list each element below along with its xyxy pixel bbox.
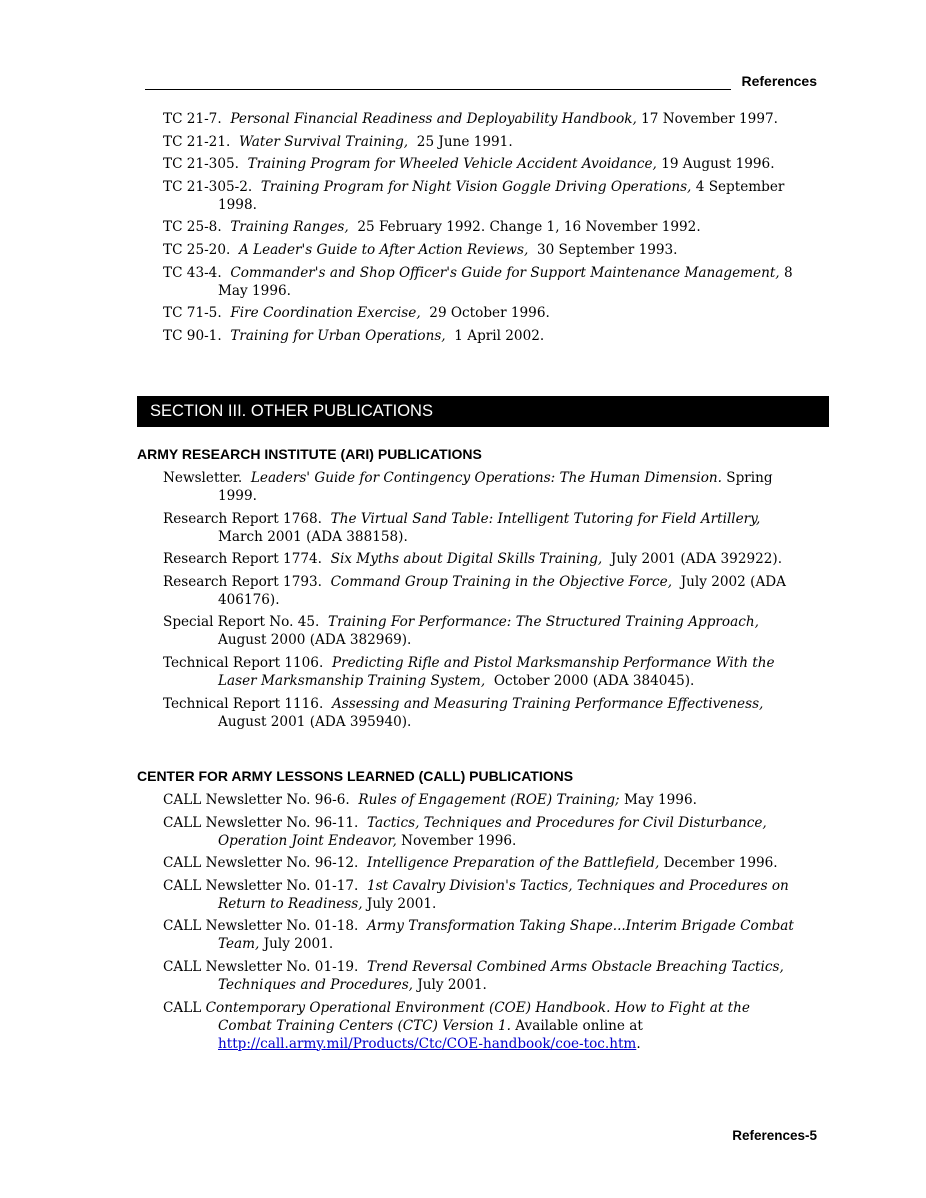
reference-date: 29 October 1996. <box>429 305 550 322</box>
reference-date: November 1996. <box>401 832 517 849</box>
reference-number: TC 71-5. <box>163 305 222 322</box>
reference-title: Training Program for Night Vision Goggle Driving Operations, <box>260 178 692 195</box>
reference-end-punctuation: . <box>636 1035 641 1052</box>
reference-date: 4 September 1998. <box>218 178 785 213</box>
reference-availability: Available online at <box>515 1017 643 1034</box>
reference-date: 8 May 1996. <box>218 264 793 299</box>
reference-number: TC 25-20. <box>163 241 231 258</box>
reference-date: August 2001 (ADA 395940). <box>218 713 412 730</box>
reference-title: Water Survival Training, <box>238 133 409 150</box>
reference-title: Contemporary Operational Environment (COE) Handbook. How to Fight at the Combat Training Centers (CTC) Version 1. <box>205 999 750 1034</box>
reference-item <box>163 958 803 994</box>
page-number: References-5 <box>732 1128 817 1143</box>
reference-item <box>163 573 803 609</box>
reference-item <box>163 550 803 568</box>
reference-title: 1st Cavalry Division's Tactics, Techniques and Procedures on Return to Readiness, <box>218 877 789 912</box>
reference-title: Predicting Rifle and Pistol Marksmanship Performance With the Laser Marksmanship Training System, <box>218 654 775 689</box>
reference-title: Training Ranges, <box>230 219 349 236</box>
header-rule <box>145 89 731 90</box>
reference-date: May 1996. <box>623 792 697 808</box>
reference-title: Rules of Engagement (ROE) Training; <box>358 792 620 808</box>
reference-number: TC 21-7. <box>163 111 222 127</box>
reference-title: Training Program for Wheeled Vehicle Accident Avoidance, <box>247 156 657 173</box>
reference-title: Training for Urban Operations, <box>230 327 446 344</box>
reference-number: Special Report No. 45. <box>163 614 320 631</box>
reference-date: December 1996. <box>663 855 778 872</box>
reference-number: TC 21-305. <box>163 156 239 173</box>
reference-item <box>163 877 803 913</box>
reference-date: 19 August 1996. <box>661 156 775 173</box>
reference-title: Army Transformation Taking Shape...Interim Brigade Combat Team, <box>218 918 794 953</box>
reference-number: CALL <box>163 999 202 1016</box>
header-title: References <box>741 73 817 89</box>
reference-date: 1 April 2002. <box>454 327 545 344</box>
reference-date: October 2000 (ADA 384045). <box>493 672 695 689</box>
reference-title: Training For Performance: The Structured Training Approach, <box>328 614 759 631</box>
page-header <box>145 73 817 93</box>
reference-number: TC 43-4. <box>163 264 222 281</box>
reference-title: Tactics, Techniques and Procedures for Civil Disturbance, Operation Joint Endeavor, <box>218 814 767 849</box>
reference-item <box>163 133 803 151</box>
reference-date: July 2001. <box>366 895 437 912</box>
reference-item <box>163 999 803 1053</box>
reference-number: TC 90-1. <box>163 327 222 344</box>
reference-title: Fire Coordination Exercise, <box>230 305 421 322</box>
reference-number: TC 25-8. <box>163 219 222 236</box>
reference-item <box>163 110 803 128</box>
section-banner <box>137 396 829 427</box>
reference-item <box>163 178 803 214</box>
reference-number: TC 21-305-2. <box>163 178 253 195</box>
reference-item <box>163 814 803 850</box>
reference-date: July 2001. <box>417 976 487 993</box>
ari-reference-list <box>163 469 803 735</box>
reference-item <box>163 264 803 300</box>
reference-title: Command Group Training in the Objective Force, <box>330 573 673 590</box>
reference-number: Newsletter. <box>163 470 243 486</box>
reference-item <box>163 695 803 731</box>
reference-number: Research Report 1768. <box>163 510 322 527</box>
reference-date: Spring 1999. <box>218 470 773 504</box>
reference-item <box>163 510 803 546</box>
reference-date: 30 September 1993. <box>536 241 678 258</box>
reference-item <box>163 241 803 259</box>
reference-number: Technical Report 1106. <box>163 654 324 671</box>
reference-title: Intelligence Preparation of the Battlefield, <box>366 855 660 872</box>
reference-number: TC 21-21. <box>163 133 231 150</box>
reference-number: CALL Newsletter No. 96-6. <box>163 792 350 808</box>
reference-number: CALL Newsletter No. 01-18. <box>163 918 359 935</box>
reference-number: CALL Newsletter No. 96-11. <box>163 814 359 831</box>
reference-date: July 2001. <box>263 936 334 953</box>
reference-title: The Virtual Sand Table: Intelligent Tutoring for Field Artillery, <box>330 510 761 527</box>
reference-date: 17 November 1997. <box>641 111 778 127</box>
reference-date: 25 February 1992. Change 1, 16 November 1992. <box>357 219 701 236</box>
reference-title: Leaders' Guide for Contingency Operations: The Human Dimension. <box>250 470 722 486</box>
reference-date: 25 June 1991. <box>416 133 513 150</box>
reference-item <box>163 613 803 649</box>
reference-item <box>163 327 803 345</box>
reference-number: CALL Newsletter No. 96-12. <box>163 855 359 872</box>
reference-item <box>163 469 803 505</box>
reference-number: CALL Newsletter No. 01-19. <box>163 958 359 975</box>
reference-title: Trend Reversal Combined Arms Obstacle Breaching Tactics, Techniques and Procedures, <box>218 958 784 993</box>
reference-number: Research Report 1793. <box>163 573 322 590</box>
call-heading: CENTER FOR ARMY LESSONS LEARNED (CALL) PUBLICATIONS <box>137 768 574 784</box>
reference-date: July 2001 (ADA 392922). <box>610 551 783 568</box>
section-title: SECTION III. OTHER PUBLICATIONS <box>150 402 433 420</box>
reference-item <box>163 854 803 872</box>
reference-item <box>163 654 803 690</box>
reference-title: Personal Financial Readiness and Deployability Handbook, <box>230 111 637 127</box>
reference-item <box>163 791 803 809</box>
reference-item <box>163 917 803 953</box>
reference-title: Commander's and Shop Officer's Guide for Support Maintenance Management, <box>230 264 780 281</box>
reference-item <box>163 155 803 173</box>
reference-number: Technical Report 1116. <box>163 695 324 712</box>
reference-item <box>163 218 803 236</box>
reference-title: Six Myths about Digital Skills Training, <box>330 551 603 568</box>
reference-date: March 2001 (ADA 388158). <box>218 528 408 545</box>
reference-title: Assessing and Measuring Training Performance Effectiveness, <box>331 695 764 712</box>
coe-handbook-link[interactable]: http://call.army.mil/Products/Ctc/COE-handbook/coe-toc.htm <box>218 1035 637 1052</box>
tc-reference-list <box>163 110 803 349</box>
reference-number: CALL Newsletter No. 01-17. <box>163 877 359 894</box>
reference-item <box>163 304 803 322</box>
call-reference-list <box>163 791 803 1057</box>
reference-date: August 2000 (ADA 382969). <box>218 632 412 649</box>
reference-number: Research Report 1774. <box>163 551 322 568</box>
reference-title: A Leader's Guide to After Action Reviews, <box>238 241 529 258</box>
reference-date: July 2002 (ADA 406176). <box>218 573 786 608</box>
ari-heading: ARMY RESEARCH INSTITUTE (ARI) PUBLICATIONS <box>137 446 482 462</box>
